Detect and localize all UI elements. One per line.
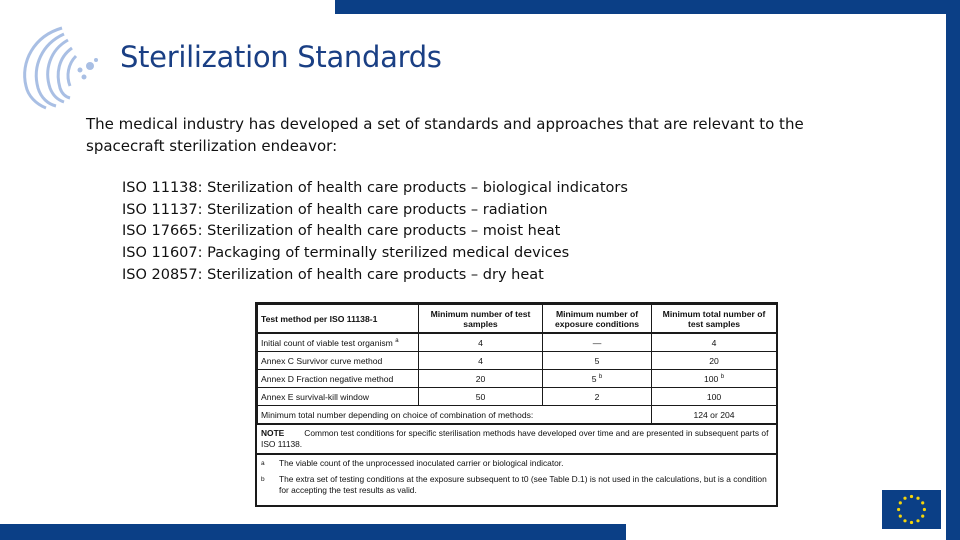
table-row: [258, 370, 777, 388]
footnote: [257, 455, 776, 471]
standard-item: ISO 11137: Sterilization of health care products – radiation: [122, 201, 548, 218]
table-row: [258, 352, 777, 370]
table-cell: 4: [419, 333, 543, 352]
footnote-mark: a: [261, 460, 265, 467]
table-cell: Initial count of viable test organism $^a$: [258, 333, 419, 352]
table-cell: 50: [419, 388, 543, 406]
slide-title: Sterilization Standards: [120, 40, 442, 74]
table-cell: Annex E survival-kill window: [258, 388, 419, 406]
table-note: [257, 425, 776, 455]
table-cell: 20: [652, 352, 777, 370]
bottom-frame-bar: [0, 524, 626, 540]
table-cell: Annex C Survivor curve method: [258, 352, 419, 370]
summary-value: 124 or 204: [652, 406, 777, 425]
table-cell: 4: [419, 352, 543, 370]
top-frame-bar: [335, 0, 960, 14]
table-row: [258, 333, 777, 352]
table-cell: 20: [419, 370, 543, 388]
standard-item: ISO 17665: Sterilization of health care products – moist heat: [122, 223, 561, 240]
eu-flag-icon: [882, 490, 941, 529]
summary-label: Minimum total number depending on choice of combination of methods:: [258, 406, 652, 425]
footnote: [257, 471, 776, 498]
standards-list: [122, 178, 628, 287]
standard-item: ISO 11138: Sterilization of health care products – biological indicators: [122, 180, 628, 196]
table-cell: Annex D Fraction negative method: [258, 370, 419, 388]
table-row: [258, 388, 777, 406]
right-frame-bar: [946, 0, 960, 540]
table-cell: 2: [543, 388, 652, 406]
table-cell: 100 $^b$: [652, 370, 777, 388]
table-summary-row: [258, 406, 777, 425]
footnote-mark: b: [261, 476, 265, 483]
footnote-text: The viable count of the unprocessed inoculated carrier or biological indicator.: [279, 458, 564, 468]
iso-11138-table: [255, 302, 778, 507]
table-cell: 5: [543, 352, 652, 370]
footnote-text: The extra set of testing conditions at the exposure subsequent to t0 (see Table D.1) is not used in the calculations, but is a condition for accepting the test results as valid.: [279, 474, 767, 495]
column-header: Test method per ISO 11138-1: [258, 305, 419, 334]
column-header: Minimum total number of test samples: [652, 305, 777, 334]
table-cell: —: [543, 333, 652, 352]
agency-logo-icon: [16, 24, 106, 110]
intro-paragraph: The medical industry has developed a set of standards and approaches that are relevant to the spacecraft sterilization endeavor:: [86, 115, 804, 155]
column-header: Minimum number of exposure conditions: [543, 305, 652, 334]
table-cell: 5 $^b$: [543, 370, 652, 388]
column-header: Minimum number of test samples: [419, 305, 543, 334]
standard-item: ISO 20857: Sterilization of health care products – dry heat: [122, 266, 544, 283]
note-text: Common test conditions for specific sterilisation methods have developed over time and are presented in subsequent parts of ISO 11138.: [261, 428, 769, 449]
note-label: NOTE: [261, 428, 285, 438]
table-cell: 100: [652, 388, 777, 406]
table-cell: 4: [652, 333, 777, 352]
standard-item: ISO 11607: Packaging of terminally sterilized medical devices: [122, 245, 570, 262]
table-header-row: [258, 305, 777, 334]
